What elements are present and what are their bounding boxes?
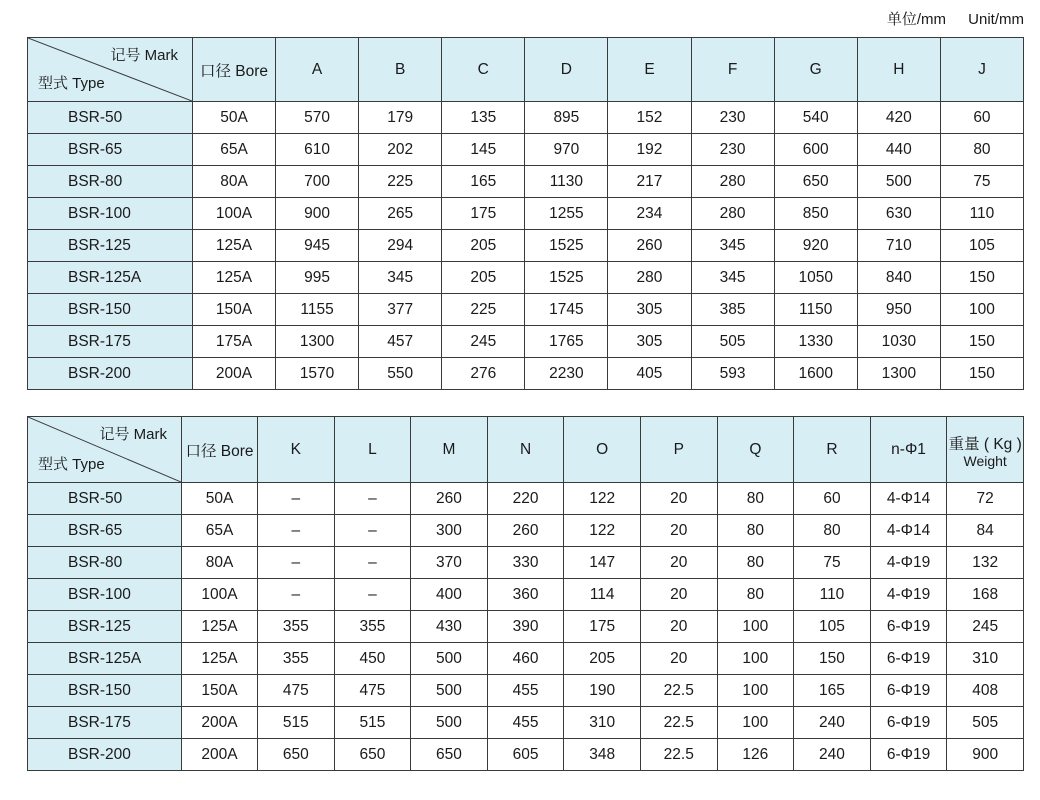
table-cell: 105 xyxy=(794,611,871,643)
table-cell: 80A xyxy=(182,547,258,579)
table-cell: 1765 xyxy=(525,326,608,358)
table-cell: 84 xyxy=(947,515,1024,547)
column-header: C xyxy=(442,38,525,102)
table-cell: 450 xyxy=(334,643,411,675)
table-cell: 22.5 xyxy=(640,707,717,739)
table-cell: 345 xyxy=(691,230,774,262)
column-header: A xyxy=(276,38,359,102)
table-cell: 225 xyxy=(359,166,442,198)
table-cell: 20 xyxy=(640,579,717,611)
table-cell: 125A xyxy=(193,230,276,262)
column-header: J xyxy=(940,38,1023,102)
table-cell: 132 xyxy=(947,547,1024,579)
table-cell: 440 xyxy=(857,134,940,166)
table-cell: 75 xyxy=(940,166,1023,198)
table-cell: – xyxy=(258,579,335,611)
table-cell: 80 xyxy=(717,547,794,579)
column-header: 口径 Bore xyxy=(182,417,258,483)
table-row xyxy=(28,707,1024,739)
column-header: 口径 Bore xyxy=(193,38,276,102)
table-row xyxy=(28,230,1024,262)
table-cell: 80 xyxy=(794,515,871,547)
column-header: E xyxy=(608,38,691,102)
dimension-table xyxy=(27,37,1024,390)
table-cell: 80 xyxy=(717,483,794,515)
table-cell: 240 xyxy=(794,739,871,771)
table-cell: 400 xyxy=(411,579,488,611)
unit-note xyxy=(869,8,1024,29)
model-type-cell: BSR-125 xyxy=(28,230,193,262)
table-cell: 330 xyxy=(487,547,564,579)
table-cell: 276 xyxy=(442,358,525,390)
table-cell: 605 xyxy=(487,739,564,771)
weight-header-label: 重量 ( Kg ) xyxy=(948,435,1022,453)
table-cell: – xyxy=(334,515,411,547)
table-cell: 260 xyxy=(411,483,488,515)
table-cell: 205 xyxy=(564,643,641,675)
table-cell: 280 xyxy=(608,262,691,294)
table-cell: 377 xyxy=(359,294,442,326)
table-cell: 348 xyxy=(564,739,641,771)
table-cell: 125A xyxy=(182,611,258,643)
table-cell: 420 xyxy=(857,102,940,134)
table-cell: 168 xyxy=(947,579,1024,611)
table-cell: 65A xyxy=(182,515,258,547)
corner-type-label: 型式 Type xyxy=(38,75,105,92)
table-cell: 205 xyxy=(442,262,525,294)
table-cell: – xyxy=(258,547,335,579)
table-cell: 125A xyxy=(182,643,258,675)
table-cell: 355 xyxy=(334,611,411,643)
table-cell: 505 xyxy=(947,707,1024,739)
table-cell: 280 xyxy=(691,166,774,198)
column-header: G xyxy=(774,38,857,102)
table-cell: 245 xyxy=(947,611,1024,643)
corner-mark-label: 记号 Mark xyxy=(110,47,178,64)
table-cell: 475 xyxy=(334,675,411,707)
table-cell: 20 xyxy=(640,643,717,675)
table-cell: 2230 xyxy=(525,358,608,390)
table-cell: 20 xyxy=(640,611,717,643)
model-type-cell: BSR-200 xyxy=(28,739,182,771)
table-cell: 145 xyxy=(442,134,525,166)
table-cell: 4-Φ19 xyxy=(870,579,947,611)
table-header-row xyxy=(28,38,1024,102)
table-row xyxy=(28,675,1024,707)
table-cell: 260 xyxy=(487,515,564,547)
table-cell: 455 xyxy=(487,675,564,707)
table-row xyxy=(28,294,1024,326)
table-cell: 1300 xyxy=(857,358,940,390)
column-header: n-Φ1 xyxy=(870,417,947,483)
table-row xyxy=(28,643,1024,675)
model-type-cell: BSR-200 xyxy=(28,358,193,390)
table-cell: 650 xyxy=(334,739,411,771)
table-cell: 460 xyxy=(487,643,564,675)
table-cell: 202 xyxy=(359,134,442,166)
table-cell: 80 xyxy=(717,579,794,611)
model-type-cell: BSR-125A xyxy=(28,643,182,675)
table-cell: 110 xyxy=(940,198,1023,230)
table-cell: 230 xyxy=(691,102,774,134)
table-cell: 200A xyxy=(182,707,258,739)
connection-weight-table xyxy=(27,416,1024,771)
table-cell: 100 xyxy=(717,611,794,643)
table-cell: 550 xyxy=(359,358,442,390)
table-cell: 1255 xyxy=(525,198,608,230)
table-cell: 515 xyxy=(334,707,411,739)
column-header: L xyxy=(334,417,411,483)
table-cell: 50A xyxy=(193,102,276,134)
table-cell: 630 xyxy=(857,198,940,230)
table-cell: 22.5 xyxy=(640,739,717,771)
table-cell: 505 xyxy=(691,326,774,358)
model-type-cell: BSR-175 xyxy=(28,707,182,739)
table-cell: 65A xyxy=(193,134,276,166)
table-cell: 80 xyxy=(940,134,1023,166)
model-type-cell: BSR-100 xyxy=(28,579,182,611)
table-cell: 150A xyxy=(193,294,276,326)
column-header: D xyxy=(525,38,608,102)
table-cell: – xyxy=(334,579,411,611)
table-cell: 100 xyxy=(940,294,1023,326)
table-cell: 895 xyxy=(525,102,608,134)
column-header: O xyxy=(564,417,641,483)
corner-header xyxy=(28,417,182,483)
table-cell: 100A xyxy=(182,579,258,611)
table-cell: 650 xyxy=(258,739,335,771)
table-cell: 50A xyxy=(182,483,258,515)
table-row xyxy=(28,547,1024,579)
table-cell: 6-Φ19 xyxy=(870,643,947,675)
table-cell: 72 xyxy=(947,483,1024,515)
table-cell: 355 xyxy=(258,611,335,643)
table-cell: 135 xyxy=(442,102,525,134)
table-cell: 179 xyxy=(359,102,442,134)
table-cell: 360 xyxy=(487,579,564,611)
table-cell: 355 xyxy=(258,643,335,675)
column-header: F xyxy=(691,38,774,102)
table-cell: 700 xyxy=(276,166,359,198)
table-cell: 20 xyxy=(640,547,717,579)
table-cell: 165 xyxy=(794,675,871,707)
table-row xyxy=(28,611,1024,643)
corner-mark-label: 记号 Mark xyxy=(99,426,167,443)
table-cell: 294 xyxy=(359,230,442,262)
table-cell: 190 xyxy=(564,675,641,707)
table-cell: 100 xyxy=(717,707,794,739)
connection-weight-table-body xyxy=(28,483,1024,771)
table-cell: 217 xyxy=(608,166,691,198)
column-header: H xyxy=(857,38,940,102)
table-cell: 110 xyxy=(794,579,871,611)
table-row xyxy=(28,739,1024,771)
table-cell: – xyxy=(334,483,411,515)
table-cell: 22.5 xyxy=(640,675,717,707)
dimension-table-body xyxy=(28,102,1024,390)
table-row xyxy=(28,102,1024,134)
table-cell: 345 xyxy=(359,262,442,294)
table-cell: 147 xyxy=(564,547,641,579)
table-cell: 230 xyxy=(691,134,774,166)
table-cell: 150 xyxy=(794,643,871,675)
model-type-cell: BSR-50 xyxy=(28,102,193,134)
table-cell: 240 xyxy=(794,707,871,739)
column-header: M xyxy=(411,417,488,483)
table-cell: 126 xyxy=(717,739,794,771)
table-row xyxy=(28,262,1024,294)
table-cell: 408 xyxy=(947,675,1024,707)
table-cell: 100 xyxy=(717,675,794,707)
table-row xyxy=(28,483,1024,515)
table-cell: 457 xyxy=(359,326,442,358)
table-cell: 1745 xyxy=(525,294,608,326)
table-cell: 150 xyxy=(940,262,1023,294)
table-cell: 200A xyxy=(182,739,258,771)
table-cell: 1300 xyxy=(276,326,359,358)
table-cell: 265 xyxy=(359,198,442,230)
table-cell: 150 xyxy=(940,326,1023,358)
column-header: K xyxy=(258,417,335,483)
table-cell: 310 xyxy=(947,643,1024,675)
table-cell: – xyxy=(258,515,335,547)
table-cell: 6-Φ19 xyxy=(870,707,947,739)
table-cell: 1030 xyxy=(857,326,940,358)
table-cell: 280 xyxy=(691,198,774,230)
table-cell: 205 xyxy=(442,230,525,262)
table-cell: 710 xyxy=(857,230,940,262)
unit-zh: 单位/mm xyxy=(886,11,946,28)
table-cell: – xyxy=(334,547,411,579)
table-cell: 200A xyxy=(193,358,276,390)
table-cell: 6-Φ19 xyxy=(870,675,947,707)
table-cell: 6-Φ19 xyxy=(870,611,947,643)
table-cell: 1600 xyxy=(774,358,857,390)
model-type-cell: BSR-150 xyxy=(28,675,182,707)
table-cell: 60 xyxy=(794,483,871,515)
column-header: Q xyxy=(717,417,794,483)
table-cell: 80 xyxy=(717,515,794,547)
table-cell: 114 xyxy=(564,579,641,611)
model-type-cell: BSR-80 xyxy=(28,547,182,579)
table-row xyxy=(28,134,1024,166)
table-cell: 4-Φ14 xyxy=(870,515,947,547)
table-cell: 234 xyxy=(608,198,691,230)
table-cell: 650 xyxy=(774,166,857,198)
table-cell: 220 xyxy=(487,483,564,515)
model-type-cell: BSR-50 xyxy=(28,483,182,515)
table-cell: 500 xyxy=(411,707,488,739)
table-row xyxy=(28,358,1024,390)
table-cell: 850 xyxy=(774,198,857,230)
table-cell: 385 xyxy=(691,294,774,326)
table-cell: 570 xyxy=(276,102,359,134)
table-cell: 900 xyxy=(947,739,1024,771)
table-cell: 1155 xyxy=(276,294,359,326)
table-cell: 405 xyxy=(608,358,691,390)
table-cell: – xyxy=(258,483,335,515)
table-cell: 4-Φ14 xyxy=(870,483,947,515)
model-type-cell: BSR-175 xyxy=(28,326,193,358)
table-cell: 945 xyxy=(276,230,359,262)
model-type-cell: BSR-100 xyxy=(28,198,193,230)
table-cell: 150 xyxy=(940,358,1023,390)
table-cell: 500 xyxy=(411,675,488,707)
table-cell: 100A xyxy=(193,198,276,230)
table-cell: 455 xyxy=(487,707,564,739)
table-cell: 122 xyxy=(564,483,641,515)
column-header: B xyxy=(359,38,442,102)
weight-header-sublabel: Weight xyxy=(963,452,1007,469)
table-cell: 122 xyxy=(564,515,641,547)
table-cell: 1150 xyxy=(774,294,857,326)
table-cell: 80A xyxy=(193,166,276,198)
table-cell: 920 xyxy=(774,230,857,262)
model-type-cell: BSR-125A xyxy=(28,262,193,294)
table-cell: 610 xyxy=(276,134,359,166)
table-header-row xyxy=(28,417,1024,483)
table-row xyxy=(28,326,1024,358)
table-cell: 6-Φ19 xyxy=(870,739,947,771)
table-cell: 60 xyxy=(940,102,1023,134)
table-cell: 950 xyxy=(857,294,940,326)
column-header: R xyxy=(794,417,871,483)
table-cell: 970 xyxy=(525,134,608,166)
table-cell: 20 xyxy=(640,483,717,515)
table-cell: 650 xyxy=(411,739,488,771)
table-cell: 500 xyxy=(857,166,940,198)
table-cell: 840 xyxy=(857,262,940,294)
table-cell: 225 xyxy=(442,294,525,326)
table-cell: 105 xyxy=(940,230,1023,262)
model-type-cell: BSR-65 xyxy=(28,515,182,547)
table-cell: 345 xyxy=(691,262,774,294)
table-cell: 305 xyxy=(608,326,691,358)
table-cell: 4-Φ19 xyxy=(870,547,947,579)
table-cell: 1330 xyxy=(774,326,857,358)
table-cell: 1130 xyxy=(525,166,608,198)
column-header: N xyxy=(487,417,564,483)
model-type-cell: BSR-65 xyxy=(28,134,193,166)
table-row xyxy=(28,515,1024,547)
table-cell: 152 xyxy=(608,102,691,134)
table-row xyxy=(28,579,1024,611)
table-cell: 125A xyxy=(193,262,276,294)
table-cell: 475 xyxy=(258,675,335,707)
table-cell: 175 xyxy=(442,198,525,230)
table-cell: 1570 xyxy=(276,358,359,390)
table-cell: 192 xyxy=(608,134,691,166)
table-cell: 430 xyxy=(411,611,488,643)
table-cell: 370 xyxy=(411,547,488,579)
column-header: P xyxy=(640,417,717,483)
table-cell: 1525 xyxy=(525,230,608,262)
table-cell: 900 xyxy=(276,198,359,230)
table-cell: 150A xyxy=(182,675,258,707)
table-cell: 175A xyxy=(193,326,276,358)
table-cell: 245 xyxy=(442,326,525,358)
table-cell: 100 xyxy=(717,643,794,675)
corner-type-label: 型式 Type xyxy=(38,456,105,473)
table-cell: 20 xyxy=(640,515,717,547)
table-row xyxy=(28,166,1024,198)
table-cell: 600 xyxy=(774,134,857,166)
table-cell: 75 xyxy=(794,547,871,579)
table-cell: 305 xyxy=(608,294,691,326)
table-cell: 300 xyxy=(411,515,488,547)
table-cell: 390 xyxy=(487,611,564,643)
table-cell: 500 xyxy=(411,643,488,675)
table-cell: 593 xyxy=(691,358,774,390)
weight-column-header xyxy=(947,417,1024,483)
table-cell: 995 xyxy=(276,262,359,294)
model-type-cell: BSR-150 xyxy=(28,294,193,326)
unit-en: Unit/mm xyxy=(968,11,1024,28)
table-cell: 175 xyxy=(564,611,641,643)
corner-header xyxy=(28,38,193,102)
table-cell: 310 xyxy=(564,707,641,739)
table-cell: 165 xyxy=(442,166,525,198)
table-row xyxy=(28,198,1024,230)
table-cell: 260 xyxy=(608,230,691,262)
table-cell: 1050 xyxy=(774,262,857,294)
table-cell: 515 xyxy=(258,707,335,739)
model-type-cell: BSR-125 xyxy=(28,611,182,643)
model-type-cell: BSR-80 xyxy=(28,166,193,198)
table-cell: 540 xyxy=(774,102,857,134)
table-cell: 1525 xyxy=(525,262,608,294)
